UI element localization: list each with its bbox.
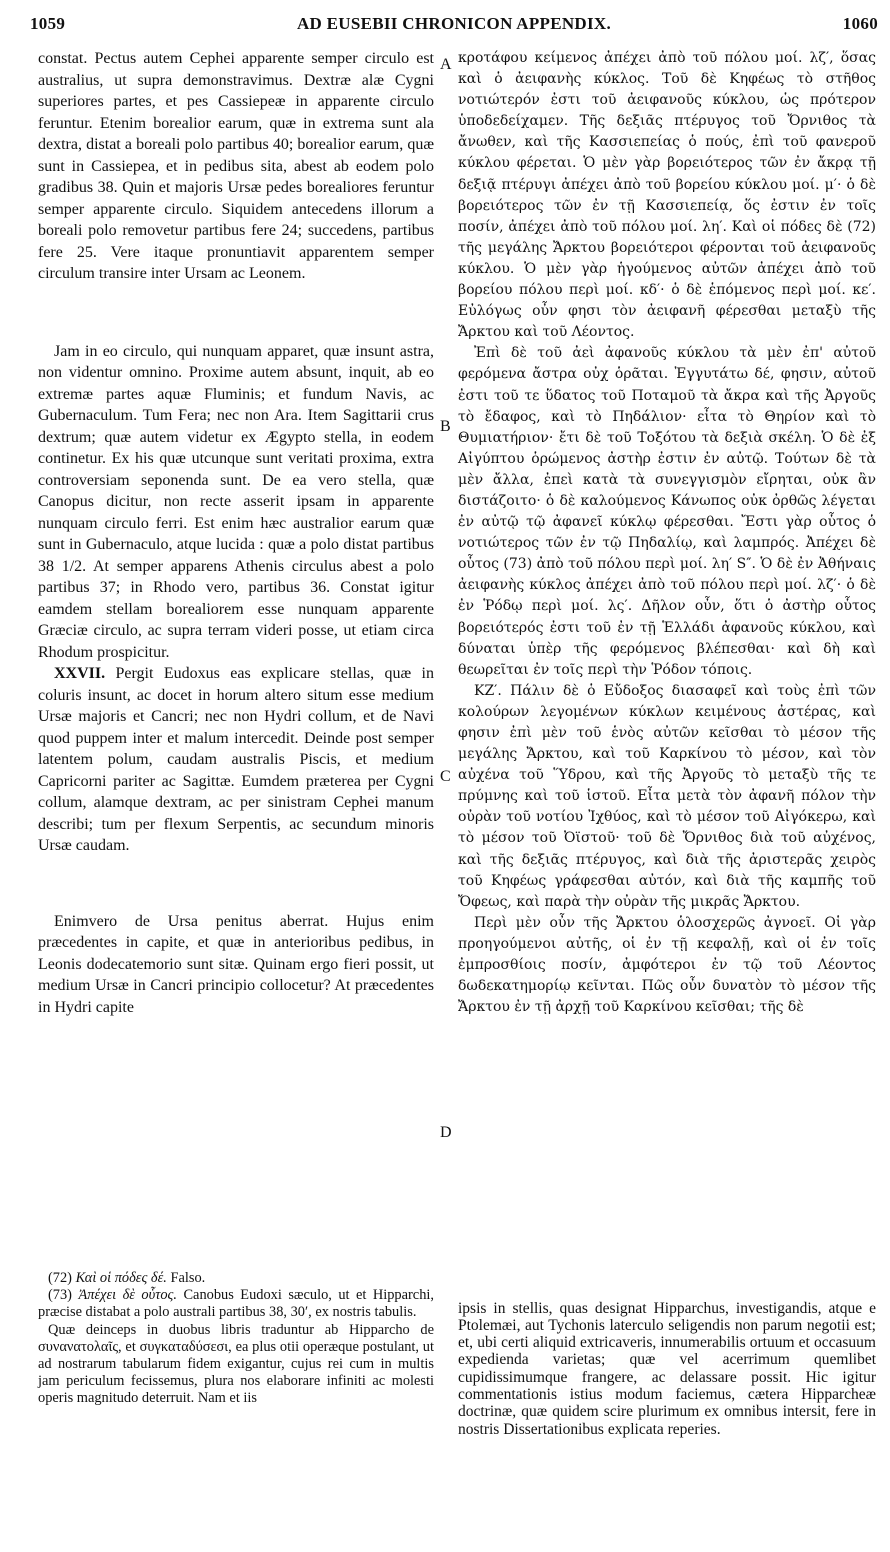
footnote-73-lemma: Ἀπέχει δὲ οὗτος. — [78, 1287, 177, 1304]
footnote-73 — [38, 1287, 434, 1321]
latin-paragraph-3-text: Pergit Eudoxus eas explicare stellas, quæ in coluris insunt, ac docet in horum altero situm esse medium Ursæ majoris et Cancri; nec non Hydri collum, et de Navi quod puppem inter et malum intercedit. Deinde post semper latentem polum, caudam australis Piscis, et medium Capricorni pariter ac Sagittæ. Eumdem præterea per Cygni collum, alamque dextram, ac per sinistram Cephei manum describi; tum per flexum Serpentis, ac secundum minoris Ursæ caudam. — [38, 665, 434, 854]
note-continuation: Quæ deinceps in duobus libris traduntur ab Hipparcho de συνανατολαῖς, et συγκαταδύσεσι, ea plus otii operæque postulant, ut ad nostrarum tabularum fidem exigantur, cujus rei cum in multis jam periculum fecissemus, plura nos elaborare infiniti ac molesti operis magnitudo deterruit. Nam et iis — [38, 1321, 434, 1407]
running-header — [30, 4, 878, 34]
margin-letter-c: C — [440, 768, 451, 785]
margin-letter-a: A — [440, 56, 452, 73]
footnote-72-lemma: Καὶ οἱ πόδες δέ. — [75, 1270, 167, 1286]
margin-letter-d: D — [440, 1124, 452, 1141]
footnote-72-number: (72) — [48, 1270, 72, 1286]
greek-paragraph-1: κροτάφου κείμενος ἀπέχει ἀπὸ τοῦ πόλου μοί. λζ′, ὅσας καὶ ὁ ἀειφανὴς κύκλος. Τοῦ δὲ Κηφέως τὸ στῆθος νοτιώτερόν ἐστι τοῦ ἀειφανοῦς κύκλου, ὡς πρότερον ὑποδεδείχαμεν. Τῆς δεξιᾶς πτέρυγος τοῦ Ὄρνιθος τὰ ἄνωθεν, καὶ τῆς Κασσιεπείας ὁ πούς, ἐπὶ τοῦ φανεροῦ κύκλου φέρεται. Ὁ μὲν γὰρ βορειότερος τῶν ἐν ἄκρᾳ τῇ δεξιᾷ πτέρυγι ἀπέχει ἀπὸ τοῦ βορείου κύκλου μοί. μ′· ὁ δὲ βορειότερος τῶν ἐν τῇ Κασσιεπείᾳ, ὅς ἐστιν ἐν τοῖς ποσίν, ἀπέχει ἀπὸ τοῦ πόλου μοί. λη′. Καὶ οἱ πόδες δὲ (72) τῆς μεγάλης Ἄρκτου βορειότεροι φέρονται τοῦ ἀειφανοῦς κύκλου. Ὁ μὲν γὰρ ἡγούμενος αὐτῶν ἀπέχει ἀπὸ τοῦ βορείου πόλου περὶ μοί. κδ′· ὁ δὲ ἑπόμενος περὶ μοί. κε′. Εὐλόγως οὖν φησι τὸν ἀειφανῆ φέρεσθαι μεταξὺ τῆς Ἄρκτου καὶ τοῦ Λέοντος. — [458, 50, 876, 341]
greek-paragraph-4: Περὶ μὲν οὖν τῆς Ἄρκτου ὁλοσχερῶς ἀγνοεῖ. Οἱ γὰρ προηγούμενοι αὐτῆς, οἱ ἐν τῇ κεφαλῇ, καὶ οἱ ἐν τοῖς ἐμπροσθίοις ποσίν, ἀμφότεροι ἐν τῷ τοῦ Λέοντος δωδεκατημορίῳ κεῖνται. Πῶς οὖν δυνατὸν τὸ μέσον τῆς Ἄρκτου ἐν τῇ ἀρχῇ τοῦ Καρκίνου κεῖσθαι; τῆς δὲ — [458, 914, 876, 1016]
latin-continuation-text: ipsis in stellis, quas designat Hipparchus, investigandis, atque e Ptolemæi, aut Tychonis laterculo seligendis non parum negotii est; et, ubi certi aliquid extricaveris, innumerabilis ortuum et occasuum expedienda varietas; quæ vel acerrimum quemlibet cupidissimumque frangere, ac delassare possit. Hic igitur commentationis istius modum faciemus, cætera Hipparcheæ doctrinæ, quæ quidem scire plurimum ex omnibus intersit, fere in nostris Dissertationibus explicata reperies. — [458, 1299, 876, 1438]
greek-paragraph-2: Ἐπὶ δὲ τοῦ ἀεὶ ἀφανοῦς κύκλου τὰ μὲν ἐπ' αὐτοῦ φερόμενα ἄστρα οὐχ ὁρᾶται. Ἐγγυτάτω δέ, φησιν, αὐτοῦ ἐστι τοῦ τε ὕδατος τοῦ Ποταμοῦ τὰ ἄκρα καὶ τῆς Ἀργοῦς τὸ ἔδαφος, καὶ τὸ Πηδάλιον· εἶτα τὸ Θηρίον καὶ τὸ Θυμιατήριον· ἔτι δὲ τοῦ Τοξότου τὰ δεξιὰ σκέλη. Ὁ δὲ ἐξ Αἰγύπτου ὁρώμενος ἀστὴρ ἐστιν ἐν αὐτῷ. Τούτων δὲ τὰ μὲν ἄλλα, ἐπεὶ κατὰ τὰ συνεγγισμὸν εἴρηται, οὐκ ἂν διστάζοιτο· ὁ δὲ καλούμενος Κάνωπος οὐκ ὀρθῶς λέγεται ἐν αὐτῷ τῷ ἀφανεῖ κύκλῳ φέρεσθαι. Ἔστι γὰρ οὗτος ὁ νοτιώτερος τῶν ἐν τῷ Πηδαλίῳ, καὶ λαμπρός. Ἀπέχει δὲ οὗτος (73) ἀπὸ τοῦ πόλου περὶ μοί. λη′ S″. Ὁ δὲ ἐν Ἀθήναις ἀειφανὴς κύκλος ἀπέχει ἀπὸ τοῦ πόλου περὶ μοί. λζ′· ὁ δὲ ἐν Ῥόδῳ περὶ μοί. λς′. Δῆλον οὖν, ὅτι ὁ ἀστὴρ οὗτος βορειότερός ἐστι τοῦ ἐν τῇ Ἑλλάδι ἀφανοῦς κύκλου, καὶ δύναται ὑπὲρ τῆς φερόμενος βλέπεσθαι· καὶ δὴ καὶ θεωρεῖται ἐν τοῖς περὶ τὴν Ῥόδον τόποις. — [458, 345, 876, 678]
greek-column — [458, 48, 876, 1018]
margin-letter-b: B — [440, 418, 451, 435]
page-number-left: 1059 — [30, 14, 66, 33]
latin-paragraph-2: Jam in eo circulo, qui nunquam apparet, quæ insunt astra, non videntur omnino. Proxime autem absunt, inquit, ab eo extremæ partes aquæ Fluminis; et fundum Navis, ac Gubernaculum. Tum Fera; nec non Ara. Item Sagittarii crus dextrum; quæ autem videtur ex Ægypto stella, in eodem continetur. Ex his quæ utcunque sunt veritati proxima, extra controversiam seponenda sunt. De ea vero stella, quæ Canopus dicitur, non recte asserit ipsam in apparente nunquam circulo ferri. Est enim hæc australior earum quæ sunt in Gubernaculo, atque lucida : quæ a polo distat partibus 38 1/2. At semper apparens Athenis circulus abest a polo partibus 37; in Rhodo vero, partibus 36. Constat igitur eamdem stellam borealiorem esse nunquam apparente Græciæ circulo, ac supra terram videri posse, ut etiam circa Rhodum prospicitur. — [38, 342, 434, 661]
running-title: AD EUSEBII CHRONICON APPENDIX. — [296, 14, 612, 33]
greek-paragraph-3: ΚΖ′. Πάλιν δὲ ὁ Εὔδοξος διασαφεῖ καὶ τοὺς ἐπὶ τῶν κολούρων λεγομένων κύκλων κειμένους ἀστέρας, καὶ φησιν ἐπὶ μὲν τοῦ ἑνὸς αὐτῶν κεῖσθαι τὸ μέσον τῆς μεγάλης Ἄρκτου, καὶ τοῦ Καρκίνου τὸ μέσον, καὶ τὸν αὐχένα τοῦ Ὕδρου, καὶ τῆς Ἀργοῦς τὸ μεταξὺ τῆς τε πρύμνης καὶ τοῦ ἱστοῦ. Εἶτα μετὰ τὸν ἀφανῆ πόλον τὴν οὐρὰν τοῦ νοτίου Ἰχθύος, καὶ τὸ μέσον τοῦ Αἰγόκερω, καὶ τὸ μέσον τοῦ Ὀϊστοῦ· τοῦ δὲ Ὄρνιθος διὰ τοῦ αὐχένος, καὶ τῆς δεξιᾶς πτέρυγος, καὶ διὰ τῆς ἀριστερᾶς χειρὸς τοῦ Κηφέως γράφεσθαι αὐτόν, καὶ διὰ τῆς καμπῆς τοῦ Ὄφεως, καὶ παρὰ τὴν οὐρὰν τῆς μικρᾶς Ἄρκτου. — [458, 682, 876, 910]
latin-continuation — [458, 1284, 876, 1453]
section-number-xxvii: XXVII. — [54, 665, 106, 682]
footnote-72 — [38, 1270, 434, 1287]
footnote-73-text: Canobus Eudoxi sæculo, ut et Hipparchi, præcise distabat a polo australi partibus 38, 30′, ex nostris tabulis. — [38, 1287, 434, 1321]
page-number-right: 1060 — [842, 14, 878, 33]
latin-paragraph-4: Enimvero de Ursa penitus aberrat. Hujus enim præcedentes in capite, et quæ in anterioribus pedibus, in Leonis dodecatemorio sunt sitæ. Quinam ergo fieri possit, ut medium Ursæ in Cancri principio collocetur? At præcedentes in Hydri capite — [38, 912, 434, 1016]
latin-column — [38, 48, 434, 1018]
latin-paragraph-1: constat. Pectus autem Cephei apparente semper circulo est australius, ut supra demonstravimus. Dextræ alæ Cygni superiores partes, et pes Cassiepeæ in apparente circulo feruntur. Etenim borealior earum, quæ in extrema sunt ala dextra, distat a boreali polo partibus 40; borealior earum, quæ sunt in Cassiepea, et in pedibus sita, abest ab eodem polo gradibus 38. Quin et majoris Ursæ pedes borealiores feruntur semper apparente circulo. Siquidem antecedens illorum a boreali polo removetur partibus fere 24; succedens, partibus fere 25. Vere itaque pronuntiavit apparentem semper circulum transire inter Ursam ac Leonem. — [38, 50, 434, 282]
footnotes — [38, 1270, 434, 1408]
footnote-73-number: (73) — [48, 1287, 72, 1304]
footnote-72-text: Falso. — [166, 1270, 206, 1286]
latin-paragraph-3 — [38, 663, 434, 857]
